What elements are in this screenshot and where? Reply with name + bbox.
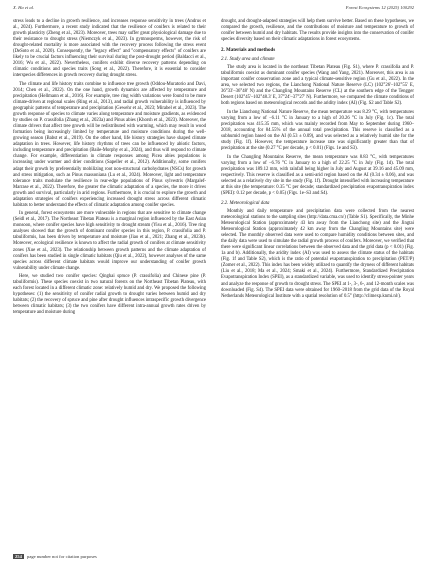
paragraph: In the Lianchong National Nature Reserve, the mean temperature was 8.29 °C, with temperatures varying from a low of −6.11 °C in January to a high of 20.26 °C in July (Fig. 1c). The total precipitation was 415.35 mm, which was mainly recorded from May to September during 1960–2018, accounting for 84.55% of the annual total precipitation. This reserve is classified as a subhumid region based on the AI (0.53 ± 0.09), and was selected as a relatively humid site for the study (Fig. 1f). However, the temperature increase rate was significantly greater than that of precipitation at the site (0.27 °C per decade, p < 0.01) (Figs. 1e and S3). — [221, 109, 414, 152]
header-journal: Forest Ecosystems 12 (2025) 100292 — [345, 5, 414, 10]
paragraph: In the Changling Mountains Reserve, the mean temperature was 8.83 °C, with temperatures varying from a low of −6.76 °C in January to a high of 22.25 °C in July (Fig. 1d). The total precipitation was 189.12 mm, with rainfall being higher in July and August at 39.16 and 45.09 mm, respectively. This reserve is classified as a semi-arid region based on the AI (0.34 ± 0.06), and was selected as a relatively dry site in the study (Fig. 1f). Drought intensified with increasing temperature at this site (the temperature: 0.35 °C per decade; standardized precipitation evapotranspiration index (SPEI): 0.12 per decade, p < 0.05) (Figs. 1e–S3 and S4). — [221, 154, 414, 196]
footer-text: page number not for citation purposes — [27, 554, 97, 559]
right-column — [221, 19, 414, 302]
subsection-heading: 2.1. Study area and climate — [221, 57, 275, 63]
paragraph: Here, we studied two conifer species: Qinghai spruce (P. crassifolia) and Chinese pine (P. tabuliformis). These species coexist in two natural forests on the Northeast Tibetan Plateau, with each forest located in a different climatic zone: relatively humid and dry. We proposed the following hypotheses: (1) the sensitivity of conifer radial growth to drought varies between humid and dry habitats; (2) the recovery of spruce and pine after drought influences intraspecific growth divergence between climatic habitats; (3) the two conifers have different intra-annual growth rates driven by temperature and moisture during — [13, 274, 206, 316]
paragraph: In general, forest ecosystems are more vulnerable in regions that are sensitive to climate change (Seidl et al., 2017). The Northeast Tibetan Plateau is a marginal region influenced by the East Asian monsoon, where conifer species have high sensitivity to drought stream (Yisu et al., 2016). Tree ring analyses showed that the growth of dominant conifer species in this region, P. crassifolia and P. tabuliformis, has been driven by temperature and moisture (Jiao et al., 2021; Zhang et al., 2023b). Moreover, ecological resilience is known to affect the radial growth of conifers at climate sensitivity zones (Xue et al., 2023). The relationship between growth patterns and the climate adaptation of conifers has been studied in single climatic habitats (Qiu et al., 2022), however analyses of the same species across different climate habitats would improve our understanding of conifer growth vulnerability under climate change. — [13, 211, 206, 271]
left-column — [13, 19, 206, 319]
section-heading: 2. Materials and methods — [221, 48, 276, 54]
page-number: 254 — [15, 554, 22, 559]
subsection-heading: 2.2. Meteorological data — [221, 200, 270, 206]
paragraph: Monthly and daily temperature and precipitation data were collected from the nearest meteorological stations to the sampling sites (http://data.cma.cn/) (Table S1). Specifically, the Minhe Meteorological Station (approximately 43 km away from the Lianchong site) and the Jingtai Meteorological Station (approximately 42 km away from the Changling Mountains site) were selected. The monthly observed data were used to compare humidity conditions between sites, and the daily data were used to simulate the radial growth process of conifers. Moreover, we verified that there were significant linear correlations between the observed data and the grid data (p < 0.01) (Fig. 1a and b). Additionally, the aridity index (AI) was used to assess the climate status of the habitats (Fig. 1f and Table S2), which is the ratio of potential evapotranspiration to precipitation (PET/P) (Zomer et al., 2022). This index has been widely utilized to quantify the dryness of different habitats (Liu et al., 2018; Ma et al., 2024; Smaki et al., 2024). Furthermore, Standardized Precipitation Evapotranspiration Index (SPEI), as a standardized variable, was used to identify stress-pointer years and analyze the response of growth to drought stress. The SPEI at 1-, 3-, 6-, and 12-month scales was downloaded (Fig. S4). The SPEI data were obtained for 1960–2018 from the grid data of the Royal Netherlands Meteorological Institute with a spatial resolution of 0.5° (http://climexp.knmi.nl/). — [221, 208, 414, 299]
running-header — [13, 5, 414, 15]
header-authors: X. Ha et al. — [13, 5, 35, 10]
paragraph: stress leads to a decline in growth resilience, and increases response sensitivity in trees (Andrus et al., 2024). Furthermore, a recent study indicated that the resilience of conifers is related to their growth plasticity (Zheng et al., 2023). Moreover, trees may suffer great physiological damage due to their resistance to drought stress (Niemczyk et al., 2023). In gymnosperms, however, the risk of drought-related mortality is more associated with the recovery process following the stress event (DeSoto et al., 2020). Consequently, the "legacy effect" and "compensatory effects" of conifers are likely to be crucial factors influencing their survival during the post-drought period (Baldacci et al., 2016; Wu et al., 2022). Nevertheless, conifers exhibit diverse recovery patterns depending on climatic conditions and species traits (Song et al., 2022). Therefore, it is essential to consider interspecies differences in growth recovery during drought stress. — [13, 19, 206, 79]
paragraph: The study area is located in the northeast Tibetan Plateau (Fig. S1), where P. crassifolia and P. tabuliformis coexist as dominant conifer species (Wang and Yang, 2021). Moreover, this area is an important conifer conservation zone and a typical climate-sensitive region (Gu et al., 2022). In the area, we selected two regions, the Lianchong National Nature Reserve (LC) (102°26'–102°55' E, 36°33'–36°48' N) and the Changling Mountains Reserve (CL) at the southern edge of the Tengger Desert (102°45'–102°48.3' E, 37°24'–37°27' N). Furthermore, we compared the climate conditions of both regions based on meteorological records and the aridity index (AI) (Fig. S2 and Table S2). — [221, 65, 414, 107]
paragraph: drought, and drought-adapted strategies will help them survive better. Based on these hypotheses, we compared the growth, resilience, and the contributions of moisture and temperature to growth of conifer between humid and dry habitats. The results provide insights into the conservation of conifer species diversity based on their climatic adaptations in forest ecosystems. — [221, 19, 414, 43]
paragraph: The climate and life history traits combine to influence tree growth (Oddou-Muratorio and Davi, 2014; Chen et al., 2022). On the one hand, growth dynamics are affected by temperature and precipitation (Hellmann et al., 2016). For example, tree ring width variations were found to be more climate-driven at regional scales (Ring et al., 2013), and radial growth vulnerability is influenced by geographic patterns of temperature and precipitation (Gewehr et al., 2023; Mirabel et al., 2023). The growth response of species to climate varies along temperature and moisture gradients, as evidenced by studies on P. crassifolia (Zhang et al., 2023a) and Pinus abies (Khorsh et al., 2023). Moreover, the climate drivers that affect tree growth will be redistributed with warming, which may result in wood formation being increasingly limited by temperature and moisture conditions during the well-growing season (Babst et al., 2019). On the other hand, life history strategies have shaped climate adaptation in trees. However, life history rhythms of trees can be influenced by abiotic factors, including temperature and precipitation (Baile-Morphy et al., 2024), and thus will respond to climate change. For example, differentiation in climate responses among Picea abies populations is increasing under warmer and drier conditions (Sapeller et al., 2012). Additionally, some conifers adapt their growth by preferentially mobilizing root non-structural carbohydrates (NSCs) for growth and stress mitigation, such as Pinus massoniana (Lu et al., 2024). Moreover, light and temperature tolerance traits modulate the resilience in rear-edge populations of Pinus sylvestris (Margalef-Marrase et al., 2022). Therefore, the greater the climatic adaptation of a species, the more it drives growth and survival, particularly in arid regions. Furthermore, it is crucial to explore the growth and adaptation strategies of conifers experiencing increased drought stress across different climatic habitats to better understand the effects of climatic adaptation among conifer species. — [13, 81, 206, 208]
page-footer — [13, 554, 97, 559]
